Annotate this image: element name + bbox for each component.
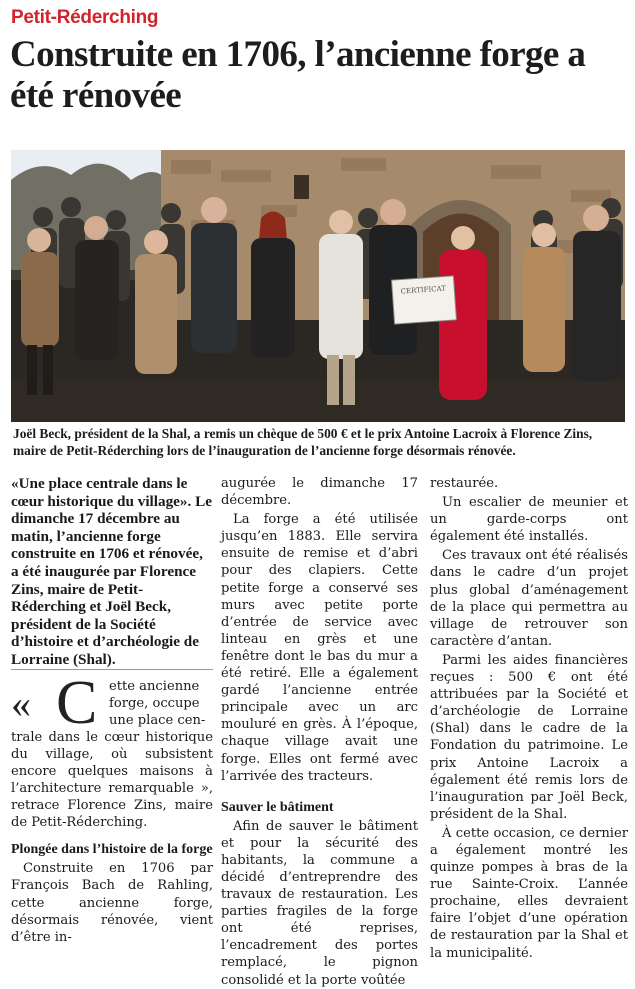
body-paragraph: restaurée. <box>430 476 499 491</box>
article-headline: Construite en 1706, l’ancienne forge a été rénovée <box>10 34 586 116</box>
quote-rest: trale dans le cœur historique du village, où subsistent encore quelques maisons à l’architecture remarquable », retrace Florence Zins, maire de Petit-Réderching. <box>11 729 213 831</box>
body-paragraph: Afin de sauver le bâtiment et pour la sécurité des habitants, la commune a décidé d’entreprendre des travaux de restauration. Les parties fragiles de la forge ont été reprises, l’encadrement des portes remplacé, le pignon consolidé et la porte voûtée <box>221 818 418 988</box>
lead-divider <box>11 669 213 670</box>
group-photo-illustration <box>11 150 625 422</box>
quote-line: une place cen- <box>109 712 206 728</box>
body-paragraph: Parmi les aides financières reçues : 500 € ont été attribuées par la Société et d’archéologie de Lorraine (Shal) dans le cadre de la Fondation du patrimoine. Le prix Antoine Lacroix a également été remis lors de l’inauguration par Joël Beck, président de la Shal. <box>430 652 628 822</box>
subheading-save: Sauver le bâtiment <box>221 799 334 815</box>
column-2 <box>221 475 418 989</box>
quote-first-lines <box>109 678 213 729</box>
quote-line: forge, occupe <box>109 695 200 711</box>
body-paragraph: Un escalier de meunier et un garde-corps ont également été installés. <box>430 495 628 545</box>
photo-caption: Joël Beck, président de la Shal, a remis un chèque de 500 € et le prix Antoine Lacroix à Florence Zins, maire de Petit-Réderching lors de l’inauguration de l’ancienne forge désormais rénovée. <box>13 426 593 458</box>
body-paragraph: À cette occasion, ce dernier a également montré les quinze pompes à bras de la rue Sainte-Croix. L’année prochaine, elles devraient faire l’objet d’une opération de restauration par la Shal et la municipalité. <box>430 825 628 961</box>
article-photo <box>11 150 625 422</box>
lead-paragraph: «Une place centrale dans le cœur historique du village». Le dimanche 17 décembre au matin, l’ancienne forge construite en 1706 et rénovée, a été inaugurée par Florence Zins, maire de Petit-Réderching et Joël Beck, président de la Société d’histoire et d’archéologie de Lorraine (Shal). <box>11 475 212 668</box>
quote-line: ette ancienne <box>109 678 200 694</box>
column-3 <box>430 475 628 962</box>
body-paragraph: augurée le dimanche 17 décembre. <box>221 476 418 509</box>
opening-quote <box>11 668 213 832</box>
subheading-history: Plongée dans l’histoire de la forge <box>11 842 213 858</box>
body-paragraph: Ces travaux ont été réalisés dans le cadre d’un projet plus global d’aménagement de la place qui permettra au village de retrouver son caractère d’antan. <box>430 548 628 649</box>
quote-mark: « <box>11 680 31 726</box>
column-1 <box>11 475 213 946</box>
drop-cap: C <box>56 668 98 737</box>
body-paragraph: Construite en 1706 par François Bach de Rahling, cette ancienne forge, désormais rénovée, vient d’être in- <box>11 861 213 945</box>
certificate-text: CERTIFICAT <box>400 284 447 296</box>
body-paragraph: La forge a été utilisée jusqu’en 1883. Elle servira ensuite de remise et d’abri pour des clapiers. Cette petite forge a conservé ses murs avec petite porte d’entrée de service avec linteau en grès et une fenêtre dont le bas du mur a été retiré. Elle a également gardé l’ancienne entrée principale avec un arc mouluré en grès. À l’époque, chaque village avait une forge. Elles ont fermé avec l’arrivée des tracteurs. <box>221 512 418 784</box>
section-kicker: Petit-Réderching <box>11 7 159 28</box>
